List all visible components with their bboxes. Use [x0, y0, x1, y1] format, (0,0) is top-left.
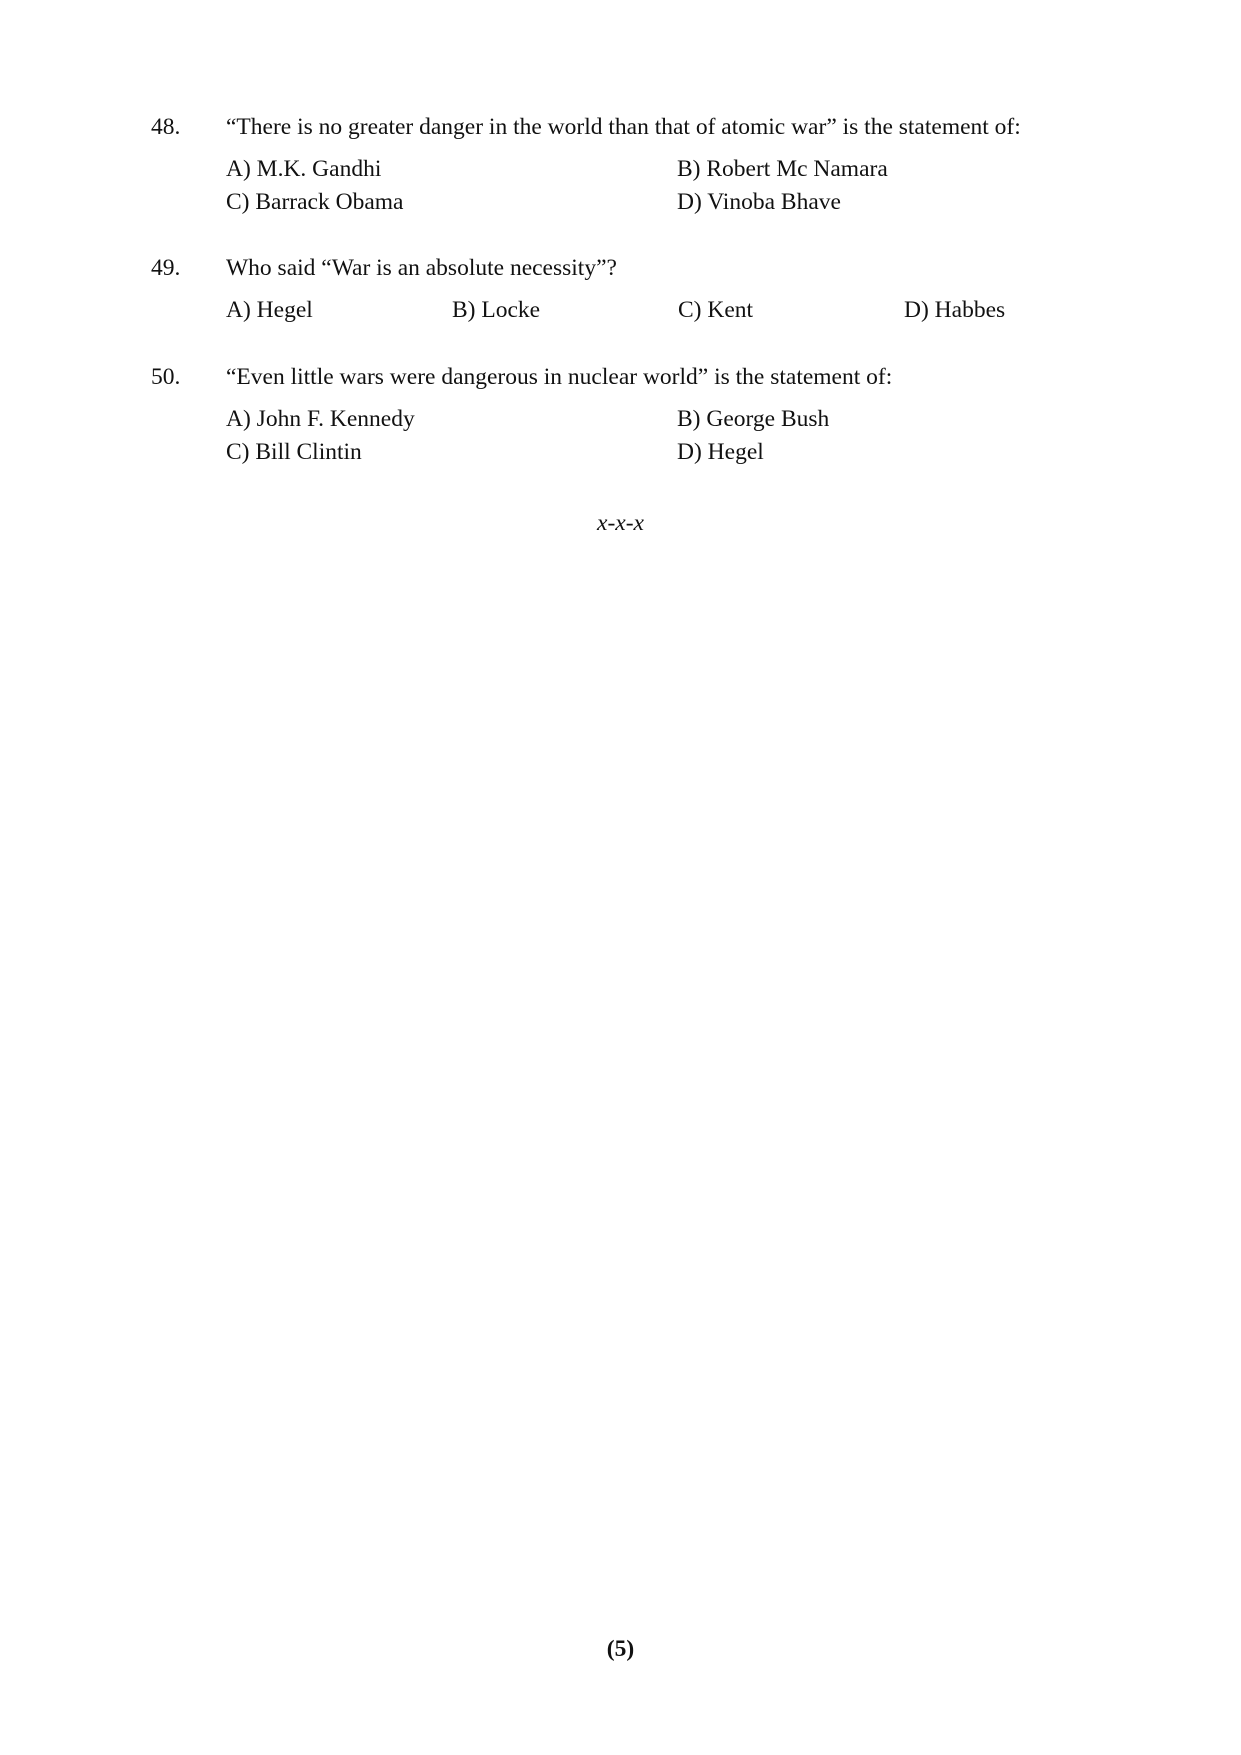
end-of-paper-mark: x-x-x	[597, 510, 644, 536]
question-text: “There is no greater danger in the world than that of atomic war” is the statement of:	[226, 114, 1021, 140]
question-line	[151, 253, 1091, 283]
option-b: B) Robert Mc Namara	[677, 156, 888, 182]
question-line	[151, 362, 1091, 392]
options	[226, 153, 1091, 219]
option-d: D) Habbes	[904, 297, 1006, 323]
options	[226, 403, 1091, 469]
option-a: A) M.K. Gandhi	[226, 156, 382, 182]
question-number: 49.	[151, 255, 181, 281]
option-b: B) George Bush	[677, 406, 830, 432]
question-50	[151, 362, 1091, 469]
page-number: (5)	[606, 1636, 635, 1662]
option-a: A) Hegel	[226, 297, 313, 323]
question-number: 50.	[151, 364, 181, 390]
question-line	[151, 112, 1091, 142]
question-48	[151, 112, 1091, 219]
option-c: C) Kent	[678, 297, 754, 323]
option-b: B) Locke	[452, 297, 541, 323]
option-c: C) Bill Clintin	[226, 439, 362, 465]
options	[226, 294, 1091, 327]
question-49	[151, 253, 1091, 327]
option-c: C) Barrack Obama	[226, 189, 404, 215]
question-text: “Even little wars were dangerous in nuclear world” is the statement of:	[226, 364, 893, 390]
question-number: 48.	[151, 114, 181, 140]
option-d: D) Vinoba Bhave	[677, 189, 841, 215]
question-text: Who said “War is an absolute necessity”?	[226, 255, 617, 281]
option-a: A) John F. Kennedy	[226, 406, 415, 432]
option-d: D) Hegel	[677, 439, 764, 465]
